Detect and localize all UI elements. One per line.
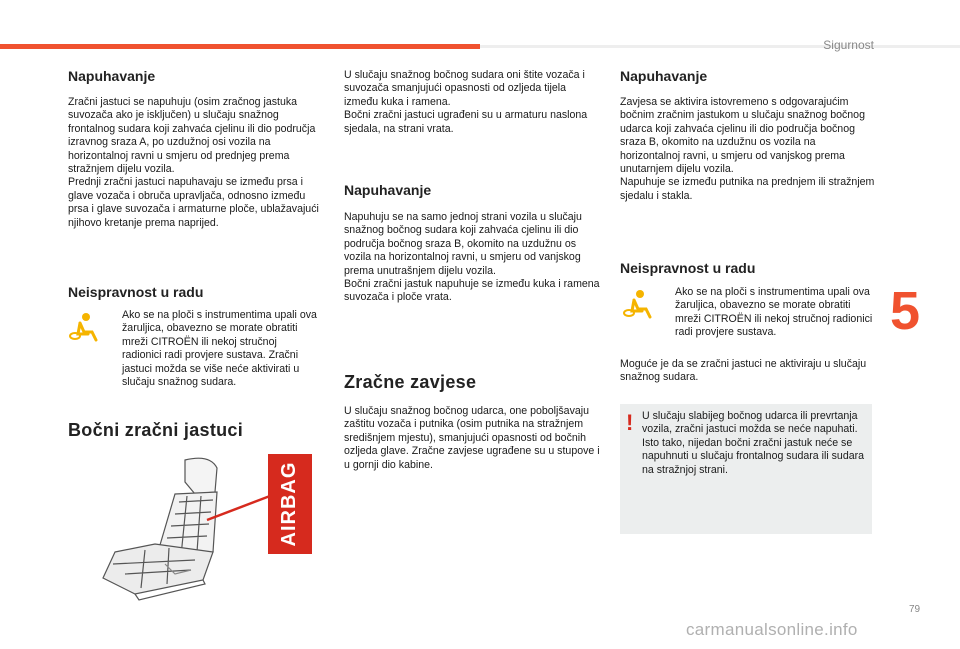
watermark: carmanualsonline.info bbox=[686, 620, 858, 639]
col3-fault-text: Ako se na ploči s instrumentima upali ova žaruljica, obavezno se morate obratiti mreži CITROËN ili nekoj stručnoj radionici radi provjere sustava. bbox=[675, 286, 873, 339]
col1-paragraph-1 bbox=[68, 96, 320, 230]
col3-napuhavanje-text bbox=[620, 96, 876, 203]
heading-bocni-zracni-jastuci: Bočni zračni jastuci bbox=[68, 420, 244, 440]
airbag-warning-lamp-icon bbox=[68, 310, 104, 347]
col1-p1: Zračni jastuci se napuhuju (osim zračnog jastuka suvozača ako je isključen) u slučaju snažnog frontalnog sudara koji zahvaća cjelinu ili dio područja izravnog sraza A, po uzdužnoj osi vozila na horizontalnoj ravni u smjeru od prednjeg prema stražnjem dijelu vozila. bbox=[68, 96, 316, 176]
exclamation-icon: ! bbox=[626, 410, 634, 435]
col2-p1: U slučaju snažnog bočnog sudara oni štite vozača i suvozača smanjujući opasnosti od ozljeda tijela između kuka i ramena. bbox=[344, 69, 585, 108]
col2-zavjese-text: U slučaju snažnog bočnog udarca, one poboljšavaju zaštitu vozača i putnika (osim putnika na stražnjem središnjem mjestu), smanjujući opasnosti od bočnih ozljeda glave. Zračne zavjese ugrađene su u stupove i u gornji dio kabine. bbox=[344, 405, 600, 471]
chapter-number: 5 bbox=[890, 281, 921, 341]
section-title: Sigurnost bbox=[823, 38, 874, 52]
warning-box bbox=[620, 404, 872, 534]
heading-zracne-zavjese: Zračne zavjese bbox=[344, 372, 477, 392]
col3-p1: Zavjesa se aktivira istovremeno s odgovarajućim bočnim zračnim jastukom u slučaju snažnog bočnog udarca koji zahvaća cjelinu ili dio područja bočnog sraza B, okomito na uzdužnu os vozila na horizontalnoj ravni, u smjeru od vanjskog prema unutarnjem dijelu vozila. bbox=[620, 96, 865, 176]
header-accent-bar bbox=[0, 44, 480, 49]
col2-p4: Bočni zračni jastuk napuhuje se između kuka i ramena suvozača i ploče vrata. bbox=[344, 278, 600, 304]
col3-p2: Napuhuje se između putnika na prednjem ili stražnjem sjedalu i stakla. bbox=[620, 176, 875, 202]
page-number: 79 bbox=[909, 604, 921, 615]
airbag-label: AIRBAG bbox=[278, 461, 300, 547]
warning-p1: U slučaju slabijeg bočnog udarca ili prevrtanja vozila, zračni jastuci možda se neće napuhati. bbox=[642, 410, 858, 436]
heading-napuhavanje-2: Napuhavanje bbox=[344, 182, 432, 198]
heading-napuhavanje-1: Napuhavanje bbox=[68, 68, 156, 84]
col1-p2: Prednji zračni jastuci napuhavaju se između prsa i glave vozača i obruča upravljača, odnosno između prsa i glave suvozača i armaturne ploče, ublažavajući njihovo kretanje prema naprijed. bbox=[68, 176, 319, 229]
heading-neispravnost-2: Neispravnost u radu bbox=[620, 260, 756, 276]
heading-neispravnost-1: Neispravnost u radu bbox=[68, 284, 204, 300]
col2-napuhavanje-text bbox=[344, 211, 600, 305]
warning-text bbox=[642, 410, 866, 477]
col2-p3: Napuhuju se na samo jednoj strani vozila u slučaju snažnog bočnog sudara koji zahvaća cjelinu ili dio područja bočnog sraza B, okomito na uzdužnu os vozila na horizontalnoj ravni, u smjeru od vanjskog prema unutrašnjem dijelu vozila. bbox=[344, 211, 582, 277]
airbag-warning-lamp-icon bbox=[622, 287, 658, 324]
col1-fault-text: Ako se na ploči s instrumentima upali ova žaruljica, obavezno se morate obratiti mreži CITROËN ili nekoj stručnoj radionici radi provjere sustava. Zračni jastuci možda se više neće aktivirati u slučaju snažnog sudara. bbox=[122, 309, 317, 389]
airbag-label-box bbox=[268, 454, 312, 554]
col3-note: Moguće je da se zračni jastuci ne aktiviraju u slučaju snažnog sudara. bbox=[620, 358, 867, 384]
col2-p2: Bočni zračni jastuci ugrađeni su u armaturu naslona sjedala, na strani vrata. bbox=[344, 109, 588, 135]
heading-napuhavanje-3: Napuhavanje bbox=[620, 68, 708, 84]
warning-p2: Isto tako, nijedan bočni zračni jastuk neće se napuhnuti u slučaju frontalnog sudara ili sudara na stražnjoj strani. bbox=[642, 436, 865, 476]
header-divider bbox=[480, 45, 960, 48]
col2-intro bbox=[344, 69, 600, 136]
